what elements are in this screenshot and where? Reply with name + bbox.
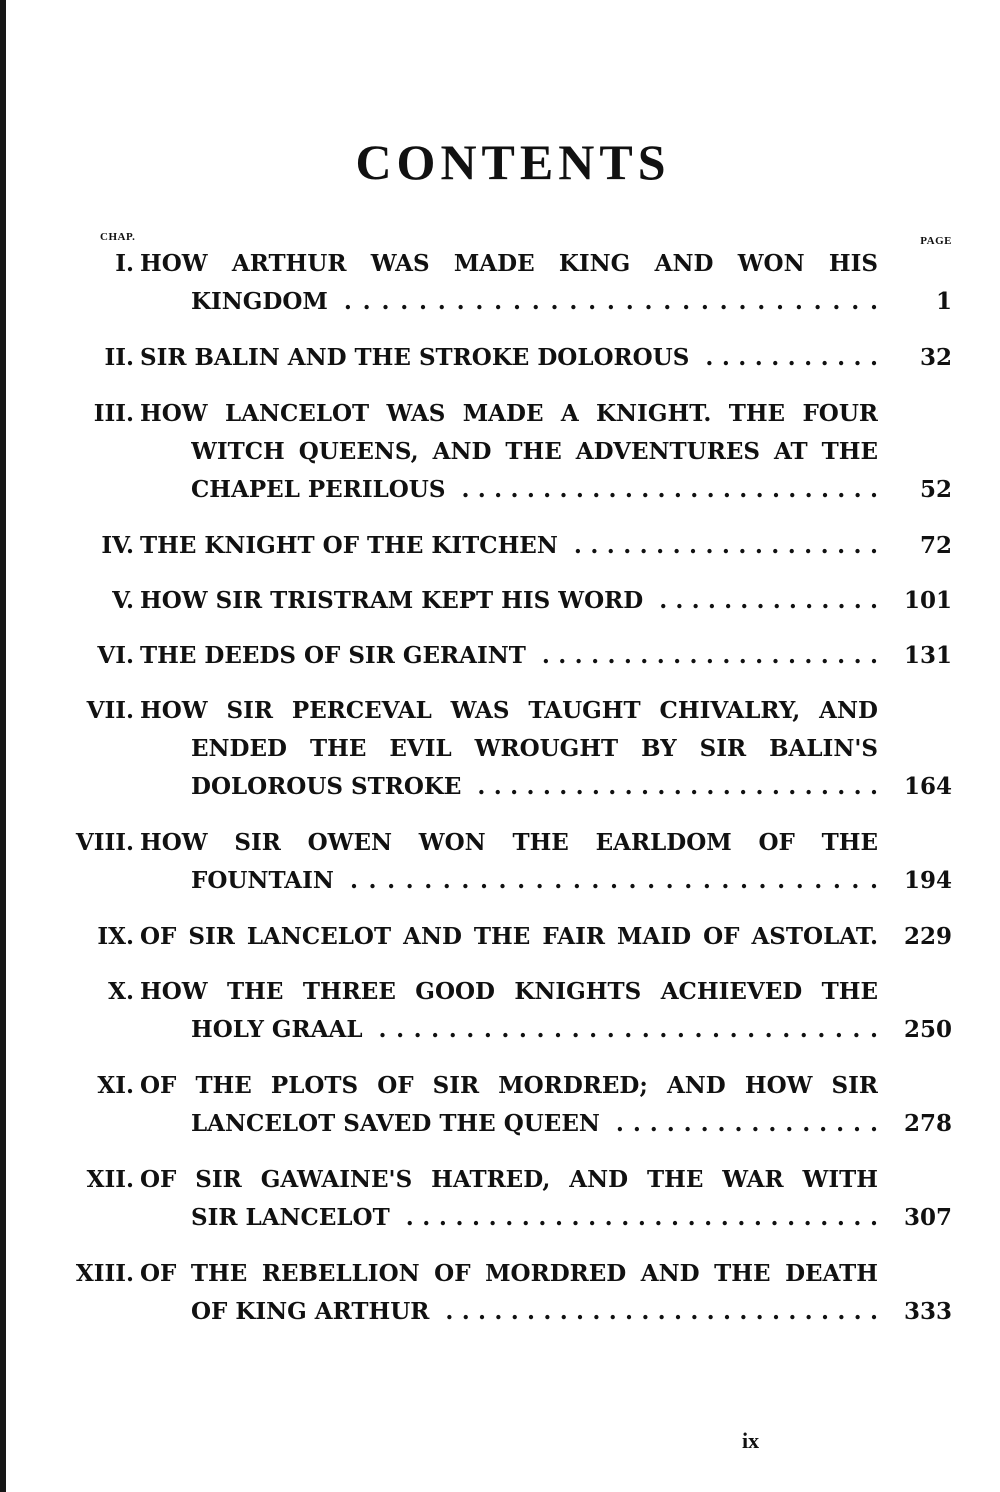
chapter-title-line: HOW LANCELOT WAS MADE A KNIGHT. THE FOUR: [140, 400, 878, 427]
chapter-number: IV.: [101, 532, 134, 559]
chapter-title-line: WITCH QUEENS, AND THE ADVENTURES AT THE: [191, 438, 878, 465]
leader-dots: . . . . . . . . . . . . . . . . . . . . . . . . . . . . .: [349, 867, 878, 894]
page-number: 307: [903, 1204, 952, 1231]
page-number: 32: [919, 344, 952, 371]
chapter-title-line: HOW SIR PERCEVAL WAS TAUGHT CHIVALRY, AND: [140, 697, 878, 724]
page-number: 194: [903, 867, 952, 894]
chap-column-header: CHAP.: [100, 231, 136, 243]
chapter-number: V.: [112, 587, 134, 614]
chapter-title-line: FOUNTAIN: [191, 867, 334, 894]
leader-dots: . . . . . . . . . . . . . . . . . . . . . . . . .: [477, 773, 878, 800]
page-title: CONTENTS: [355, 134, 671, 190]
chapter-title-line: SIR BALIN AND THE STROKE DOLOROUS: [140, 344, 690, 371]
chapter-title-line: OF KING ARTHUR: [191, 1298, 430, 1325]
leader-dots: . . . . . . . . . . . . . . . . . . . . . . . . . . . . .: [378, 1016, 878, 1043]
leader-dots: . . . . . . . . . . . . . .: [659, 587, 878, 614]
chapter-title-line: OF SIR GAWAINE'S HATRED, AND THE WAR WITH: [140, 1166, 878, 1193]
chapter-title-line: HOW ARTHUR WAS MADE KING AND WON HIS: [140, 250, 878, 277]
chapter-title-line: OF THE PLOTS OF SIR MORDRED; AND HOW SIR: [140, 1072, 878, 1099]
page-number: 131: [903, 642, 952, 669]
chapter-number: XII.: [86, 1166, 134, 1193]
page-number: 250: [903, 1016, 952, 1043]
chapter-title-line: OF THE REBELLION OF MORDRED AND THE DEATH: [140, 1260, 878, 1287]
chapter-title-line: THE DEEDS OF SIR GERAINT: [140, 642, 526, 669]
page-number: 1: [935, 288, 952, 315]
page-number: 52: [919, 476, 952, 503]
page-number: 72: [919, 532, 952, 559]
chapter-number: III.: [93, 400, 134, 427]
leader-dots: . . . . . . . . . . . . . . . . . . . . . . . . . . . . .: [343, 288, 878, 315]
page-number: 101: [903, 587, 952, 614]
leader-dots: . . . . . . . . . . .: [705, 344, 878, 371]
page-number: 229: [903, 923, 952, 950]
chapter-title-line: KINGDOM: [191, 288, 328, 315]
chapter-title-line: ENDED THE EVIL WROUGHT BY SIR BALIN'S: [191, 735, 878, 762]
page-column-header: PAGE: [920, 235, 952, 247]
page-number: 164: [903, 773, 952, 800]
folio-page-number: ix: [742, 1428, 760, 1453]
chapter-number: XIII.: [75, 1260, 134, 1287]
chapter-number: VI.: [97, 642, 134, 669]
chapter-number: VIII.: [75, 829, 134, 856]
chapter-title-line: THE KNIGHT OF THE KITCHEN: [140, 532, 558, 559]
leader-dots: . . . . . . . . . . . . . . . . . . . . . . . . . . .: [445, 1298, 878, 1325]
chapter-title-line: SIR LANCELOT: [191, 1204, 390, 1231]
chapter-title-line: OF SIR LANCELOT AND THE FAIR MAID OF ASTOLAT.: [140, 923, 878, 950]
leader-dots: . . . . . . . . . . . . . . . . . . . . . . . . . . . . .: [405, 1204, 878, 1231]
page-spine-edge: [0, 0, 6, 1492]
chapter-title-line: HOLY GRAAL: [191, 1016, 363, 1043]
leader-dots: . . . . . . . . . . . . . . . . . . . . .: [541, 642, 878, 669]
chapter-number: IX.: [97, 923, 134, 950]
chapter-title-line: DOLOROUS STROKE: [191, 773, 462, 800]
chapter-number: XI.: [97, 1072, 134, 1099]
chapter-title-line: HOW THE THREE GOOD KNIGHTS ACHIEVED THE: [140, 978, 878, 1005]
chapter-number: II.: [104, 344, 134, 371]
chapter-number: I.: [115, 250, 134, 277]
leader-dots: . . . . . . . . . . . . . . . . . . .: [573, 532, 878, 559]
leader-dots: . . . . . . . . . . . . . . . .: [615, 1110, 878, 1137]
chapter-title-line: HOW SIR TRISTRAM KEPT HIS WORD: [140, 587, 644, 614]
chapter-number: X.: [108, 978, 134, 1005]
leader-dots: . . . . . . . . . . . . . . . . . . . . . . . . . .: [461, 476, 878, 503]
page-number: 333: [903, 1298, 952, 1325]
chapter-number: VII.: [86, 697, 134, 724]
page-number: 278: [903, 1110, 952, 1137]
chapter-title-line: HOW SIR OWEN WON THE EARLDOM OF THE: [140, 829, 878, 856]
chapter-title-line: CHAPEL PERILOUS: [191, 476, 446, 503]
chapter-title-line: LANCELOT SAVED THE QUEEN: [191, 1110, 600, 1137]
